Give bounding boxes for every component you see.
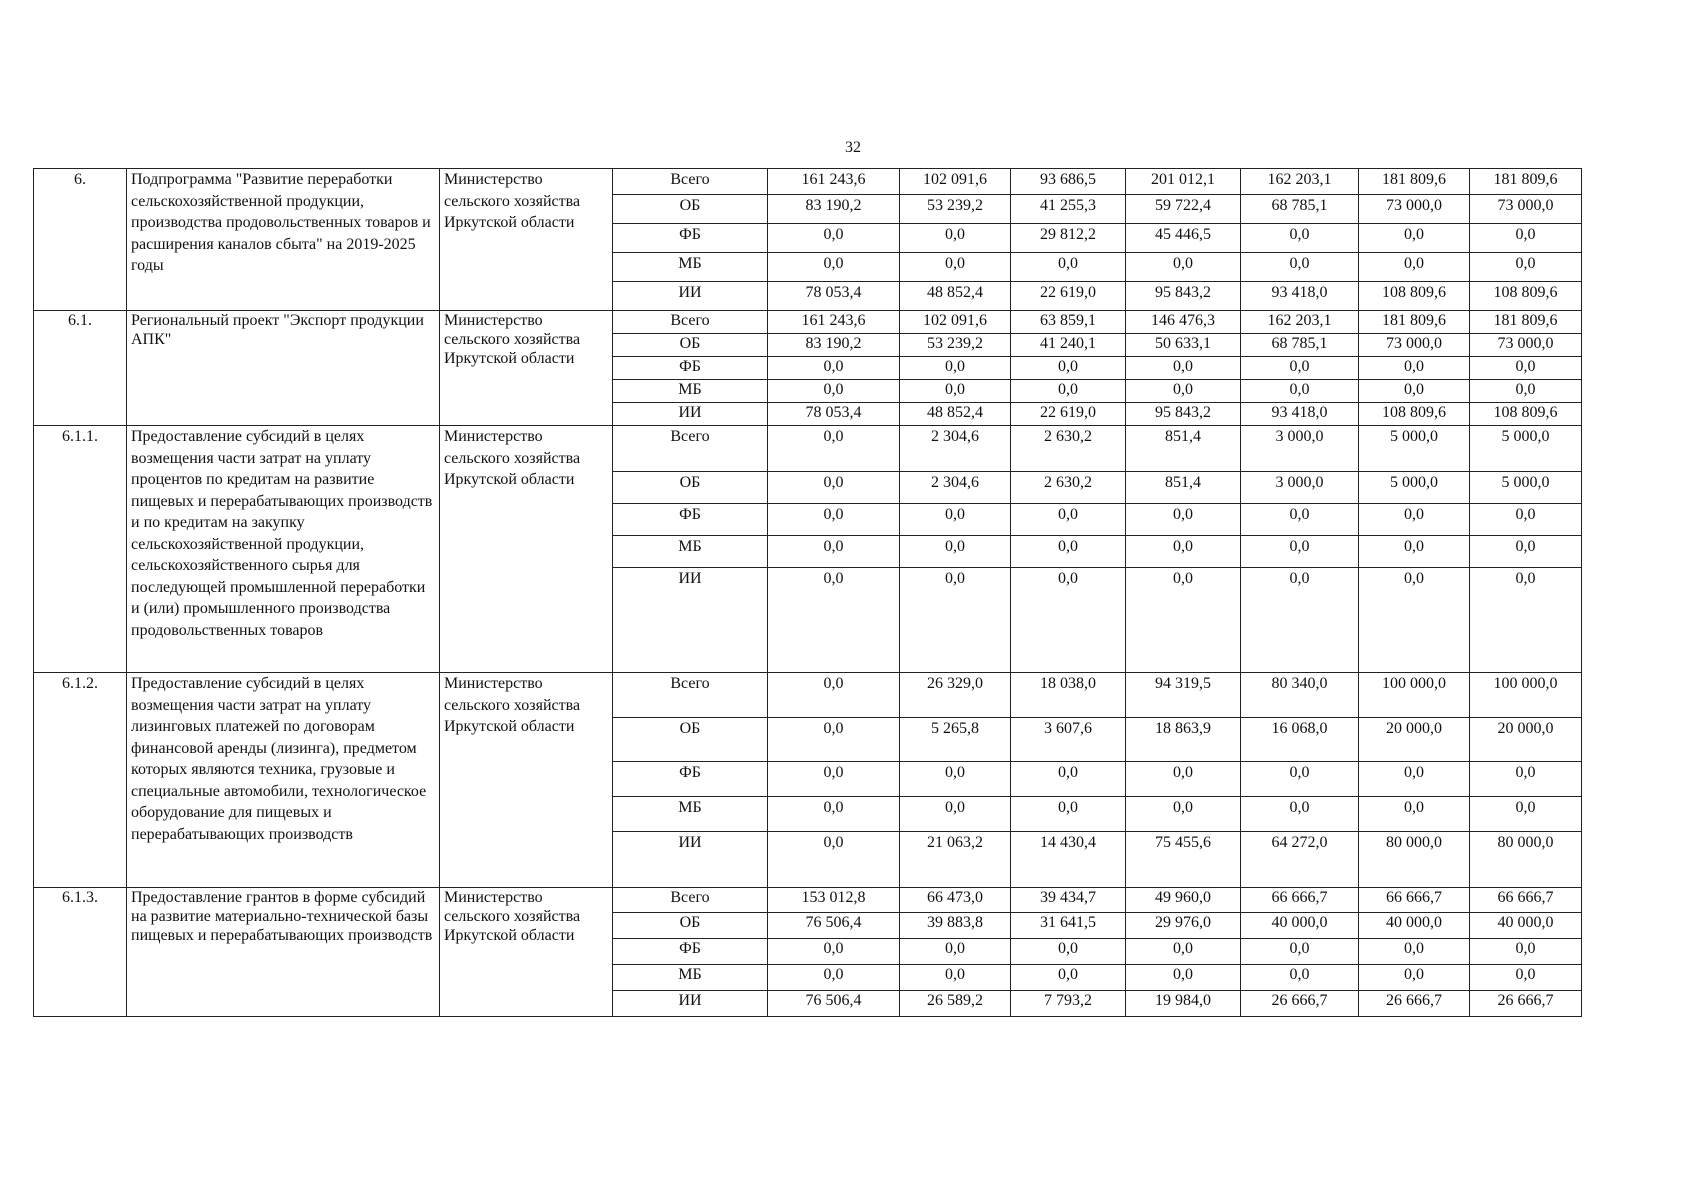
amount-cell: 0,0 <box>768 762 900 797</box>
funding-source: ФБ <box>613 504 768 536</box>
funding-source: ОБ <box>613 334 768 357</box>
amount-cell: 0,0 <box>900 536 1011 568</box>
amount-cell: 45 446,5 <box>1126 224 1241 253</box>
amount-cell: 80 000,0 <box>1359 832 1470 888</box>
amount-cell: 100 000,0 <box>1359 673 1470 718</box>
item-number: 6.1.3. <box>34 888 127 1017</box>
amount-cell: 181 809,6 <box>1470 311 1582 334</box>
amount-cell: 26 666,7 <box>1241 991 1359 1017</box>
amount-cell: 0,0 <box>1470 939 1582 965</box>
funding-source: ОБ <box>613 718 768 762</box>
item-number: 6.1.2. <box>34 673 127 888</box>
amount-cell: 5 000,0 <box>1470 472 1582 504</box>
amount-cell: 20 000,0 <box>1359 718 1470 762</box>
amount-cell: 0,0 <box>1011 939 1126 965</box>
amount-cell: 0,0 <box>1011 380 1126 403</box>
amount-cell: 0,0 <box>1241 253 1359 282</box>
amount-cell: 50 633,1 <box>1126 334 1241 357</box>
amount-cell: 48 852,4 <box>900 403 1011 426</box>
amount-cell: 0,0 <box>1359 357 1470 380</box>
amount-cell: 0,0 <box>1241 568 1359 673</box>
amount-cell: 0,0 <box>1359 797 1470 832</box>
amount-cell: 40 000,0 <box>1470 913 1582 939</box>
responsible-executor: Министерство сельского хозяйства Иркутской области <box>440 888 613 1017</box>
amount-cell: 93 418,0 <box>1241 282 1359 311</box>
amount-cell: 0,0 <box>768 797 900 832</box>
amount-cell: 0,0 <box>1470 797 1582 832</box>
amount-cell: 100 000,0 <box>1470 673 1582 718</box>
amount-cell: 83 190,2 <box>768 195 900 224</box>
amount-cell: 78 053,4 <box>768 403 900 426</box>
amount-cell: 0,0 <box>768 357 900 380</box>
amount-cell: 26 666,7 <box>1359 991 1470 1017</box>
amount-cell: 75 455,6 <box>1126 832 1241 888</box>
amount-cell: 0,0 <box>1470 380 1582 403</box>
amount-cell: 0,0 <box>768 504 900 536</box>
amount-cell: 2 304,6 <box>900 426 1011 472</box>
amount-cell: 5 000,0 <box>1470 426 1582 472</box>
amount-cell: 0,0 <box>1359 504 1470 536</box>
amount-cell: 0,0 <box>1011 762 1126 797</box>
page-number: 32 <box>845 139 861 156</box>
amount-cell: 20 000,0 <box>1470 718 1582 762</box>
amount-cell: 0,0 <box>768 426 900 472</box>
amount-cell: 0,0 <box>768 832 900 888</box>
table-row <box>34 169 1582 195</box>
table-row <box>34 426 1582 472</box>
amount-cell: 73 000,0 <box>1359 195 1470 224</box>
amount-cell: 5 000,0 <box>1359 426 1470 472</box>
amount-cell: 93 418,0 <box>1241 403 1359 426</box>
amount-cell: 0,0 <box>1011 568 1126 673</box>
funding-source: ФБ <box>613 939 768 965</box>
amount-cell: 0,0 <box>768 568 900 673</box>
amount-cell: 0,0 <box>1126 797 1241 832</box>
amount-cell: 5 265,8 <box>900 718 1011 762</box>
amount-cell: 66 666,7 <box>1359 888 1470 913</box>
amount-cell: 0,0 <box>900 797 1011 832</box>
amount-cell: 0,0 <box>1359 224 1470 253</box>
amount-cell: 0,0 <box>1241 939 1359 965</box>
amount-cell: 66 666,7 <box>1241 888 1359 913</box>
amount-cell: 0,0 <box>900 965 1011 991</box>
amount-cell: 2 630,2 <box>1011 472 1126 504</box>
item-name: Предоставление субсидий в целях возмещения части затрат на уплату процентов по кредитам на развитие пищевых и перерабатывающих производств и по кредитам на закупку сельскохозяйственной продукции, сельскохозяйственного сырья для последующей промышленной переработки и (или) промышленного производства продовольственных товаров <box>127 426 440 673</box>
amount-cell: 53 239,2 <box>900 195 1011 224</box>
amount-cell: 0,0 <box>1359 253 1470 282</box>
amount-cell: 0,0 <box>900 568 1011 673</box>
amount-cell: 18 038,0 <box>1011 673 1126 718</box>
funding-source: ИИ <box>613 568 768 673</box>
amount-cell: 18 863,9 <box>1126 718 1241 762</box>
amount-cell: 39 434,7 <box>1011 888 1126 913</box>
amount-cell: 0,0 <box>1011 797 1126 832</box>
amount-cell: 39 883,8 <box>900 913 1011 939</box>
amount-cell: 66 473,0 <box>900 888 1011 913</box>
responsible-executor: Министерство сельского хозяйства Иркутской области <box>440 311 613 426</box>
amount-cell: 0,0 <box>1126 568 1241 673</box>
amount-cell: 21 063,2 <box>900 832 1011 888</box>
amount-cell: 2 630,2 <box>1011 426 1126 472</box>
amount-cell: 0,0 <box>1241 965 1359 991</box>
amount-cell: 0,0 <box>768 380 900 403</box>
funding-source: ИИ <box>613 403 768 426</box>
funding-table <box>33 168 1582 1017</box>
amount-cell: 108 809,6 <box>1359 282 1470 311</box>
amount-cell: 22 619,0 <box>1011 282 1126 311</box>
amount-cell: 95 843,2 <box>1126 403 1241 426</box>
amount-cell: 14 430,4 <box>1011 832 1126 888</box>
amount-cell: 0,0 <box>1359 762 1470 797</box>
amount-cell: 7 793,2 <box>1011 991 1126 1017</box>
funding-source: ФБ <box>613 762 768 797</box>
funding-source: ФБ <box>613 224 768 253</box>
amount-cell: 53 239,2 <box>900 334 1011 357</box>
amount-cell: 162 203,1 <box>1241 169 1359 195</box>
amount-cell: 153 012,8 <box>768 888 900 913</box>
amount-cell: 0,0 <box>900 380 1011 403</box>
table-row <box>34 673 1582 718</box>
amount-cell: 0,0 <box>768 939 900 965</box>
amount-cell: 0,0 <box>1011 253 1126 282</box>
amount-cell: 80 000,0 <box>1470 832 1582 888</box>
amount-cell: 80 340,0 <box>1241 673 1359 718</box>
responsible-executor: Министерство сельского хозяйства Иркутской области <box>440 169 613 311</box>
item-number: 6. <box>34 169 127 311</box>
amount-cell: 0,0 <box>1126 380 1241 403</box>
amount-cell: 162 203,1 <box>1241 311 1359 334</box>
amount-cell: 40 000,0 <box>1359 913 1470 939</box>
funding-source: Всего <box>613 888 768 913</box>
funding-source: МБ <box>613 965 768 991</box>
amount-cell: 0,0 <box>768 673 900 718</box>
amount-cell: 0,0 <box>1359 939 1470 965</box>
amount-cell: 31 641,5 <box>1011 913 1126 939</box>
amount-cell: 49 960,0 <box>1126 888 1241 913</box>
amount-cell: 161 243,6 <box>768 169 900 195</box>
amount-cell: 63 859,1 <box>1011 311 1126 334</box>
amount-cell: 181 809,6 <box>1359 311 1470 334</box>
funding-source: МБ <box>613 536 768 568</box>
amount-cell: 851,4 <box>1126 426 1241 472</box>
amount-cell: 73 000,0 <box>1359 334 1470 357</box>
amount-cell: 0,0 <box>900 939 1011 965</box>
amount-cell: 3 607,6 <box>1011 718 1126 762</box>
amount-cell: 29 812,2 <box>1011 224 1126 253</box>
amount-cell: 0,0 <box>768 224 900 253</box>
table-row <box>34 311 1582 334</box>
amount-cell: 0,0 <box>1470 762 1582 797</box>
amount-cell: 0,0 <box>1011 965 1126 991</box>
amount-cell: 78 053,4 <box>768 282 900 311</box>
amount-cell: 73 000,0 <box>1470 334 1582 357</box>
amount-cell: 181 809,6 <box>1359 169 1470 195</box>
amount-cell: 26 589,2 <box>900 991 1011 1017</box>
funding-source: ИИ <box>613 282 768 311</box>
amount-cell: 181 809,6 <box>1470 169 1582 195</box>
funding-source: Всего <box>613 426 768 472</box>
funding-source: МБ <box>613 253 768 282</box>
amount-cell: 0,0 <box>1470 568 1582 673</box>
amount-cell: 0,0 <box>768 718 900 762</box>
responsible-executor: Министерство сельского хозяйства Иркутской области <box>440 426 613 673</box>
funding-source: ОБ <box>613 472 768 504</box>
item-name: Подпрограмма "Развитие переработки сельскохозяйственной продукции, производства продовольственных товаров и расширения каналов сбыта" на 2019-2025 годы <box>127 169 440 311</box>
funding-source: ОБ <box>613 913 768 939</box>
table-row <box>34 888 1582 913</box>
amount-cell: 0,0 <box>1011 357 1126 380</box>
amount-cell: 851,4 <box>1126 472 1241 504</box>
amount-cell: 0,0 <box>1359 568 1470 673</box>
amount-cell: 0,0 <box>1011 536 1126 568</box>
amount-cell: 59 722,4 <box>1126 195 1241 224</box>
amount-cell: 0,0 <box>768 472 900 504</box>
amount-cell: 0,0 <box>1470 965 1582 991</box>
amount-cell: 19 984,0 <box>1126 991 1241 1017</box>
item-number: 6.1. <box>34 311 127 426</box>
item-name: Предоставление грантов в форме субсидий на развитие материально-технической базы пищевых и перерабатывающих производств <box>127 888 440 1017</box>
amount-cell: 0,0 <box>1126 965 1241 991</box>
amount-cell: 0,0 <box>1011 504 1126 536</box>
amount-cell: 0,0 <box>1126 253 1241 282</box>
amount-cell: 0,0 <box>1126 939 1241 965</box>
amount-cell: 102 091,6 <box>900 169 1011 195</box>
amount-cell: 5 000,0 <box>1359 472 1470 504</box>
amount-cell: 3 000,0 <box>1241 472 1359 504</box>
funding-source: МБ <box>613 797 768 832</box>
funding-source: Всего <box>613 673 768 718</box>
responsible-executor: Министерство сельского хозяйства Иркутской области <box>440 673 613 888</box>
amount-cell: 29 976,0 <box>1126 913 1241 939</box>
amount-cell: 64 272,0 <box>1241 832 1359 888</box>
amount-cell: 108 809,6 <box>1359 403 1470 426</box>
amount-cell: 22 619,0 <box>1011 403 1126 426</box>
amount-cell: 0,0 <box>1126 504 1241 536</box>
amount-cell: 0,0 <box>900 253 1011 282</box>
amount-cell: 108 809,6 <box>1470 282 1582 311</box>
amount-cell: 0,0 <box>1470 536 1582 568</box>
amount-cell: 0,0 <box>1359 536 1470 568</box>
amount-cell: 41 240,1 <box>1011 334 1126 357</box>
amount-cell: 146 476,3 <box>1126 311 1241 334</box>
item-name: Региональный проект "Экспорт продукции АПК" <box>127 311 440 426</box>
amount-cell: 0,0 <box>768 253 900 282</box>
amount-cell: 26 329,0 <box>900 673 1011 718</box>
amount-cell: 83 190,2 <box>768 334 900 357</box>
item-name: Предоставление субсидий в целях возмещения части затрат на уплату лизинговых платежей по договорам финансовой аренды (лизинга), предметом которых являются техника, грузовые и специальные автомобили, технологическое оборудование для пищевых и перерабатывающих производств <box>127 673 440 888</box>
amount-cell: 2 304,6 <box>900 472 1011 504</box>
amount-cell: 0,0 <box>1241 380 1359 403</box>
amount-cell: 76 506,4 <box>768 991 900 1017</box>
amount-cell: 161 243,6 <box>768 311 900 334</box>
amount-cell: 0,0 <box>1126 536 1241 568</box>
amount-cell: 76 506,4 <box>768 913 900 939</box>
amount-cell: 201 012,1 <box>1126 169 1241 195</box>
table-body <box>34 169 1582 1017</box>
amount-cell: 0,0 <box>1241 224 1359 253</box>
amount-cell: 0,0 <box>1241 797 1359 832</box>
amount-cell: 73 000,0 <box>1470 195 1582 224</box>
amount-cell: 0,0 <box>1359 965 1470 991</box>
amount-cell: 0,0 <box>900 357 1011 380</box>
amount-cell: 68 785,1 <box>1241 195 1359 224</box>
funding-source: ОБ <box>613 195 768 224</box>
amount-cell: 0,0 <box>1241 762 1359 797</box>
funding-source: Всего <box>613 311 768 334</box>
amount-cell: 95 843,2 <box>1126 282 1241 311</box>
amount-cell: 40 000,0 <box>1241 913 1359 939</box>
amount-cell: 0,0 <box>1470 224 1582 253</box>
amount-cell: 94 319,5 <box>1126 673 1241 718</box>
amount-cell: 0,0 <box>1241 357 1359 380</box>
funding-source: ИИ <box>613 832 768 888</box>
funding-source: Всего <box>613 169 768 195</box>
amount-cell: 0,0 <box>768 965 900 991</box>
amount-cell: 3 000,0 <box>1241 426 1359 472</box>
amount-cell: 16 068,0 <box>1241 718 1359 762</box>
amount-cell: 48 852,4 <box>900 282 1011 311</box>
amount-cell: 0,0 <box>1126 762 1241 797</box>
amount-cell: 0,0 <box>900 224 1011 253</box>
amount-cell: 66 666,7 <box>1470 888 1582 913</box>
amount-cell: 93 686,5 <box>1011 169 1126 195</box>
amount-cell: 68 785,1 <box>1241 334 1359 357</box>
amount-cell: 108 809,6 <box>1470 403 1582 426</box>
item-number: 6.1.1. <box>34 426 127 673</box>
amount-cell: 0,0 <box>1359 380 1470 403</box>
amount-cell: 0,0 <box>1470 504 1582 536</box>
amount-cell: 0,0 <box>1126 357 1241 380</box>
amount-cell: 102 091,6 <box>900 311 1011 334</box>
amount-cell: 0,0 <box>1470 253 1582 282</box>
funding-source: ИИ <box>613 991 768 1017</box>
amount-cell: 0,0 <box>768 536 900 568</box>
amount-cell: 41 255,3 <box>1011 195 1126 224</box>
amount-cell: 0,0 <box>900 762 1011 797</box>
amount-cell: 0,0 <box>900 504 1011 536</box>
funding-source: МБ <box>613 380 768 403</box>
funding-source: ФБ <box>613 357 768 380</box>
amount-cell: 0,0 <box>1241 536 1359 568</box>
amount-cell: 0,0 <box>1470 357 1582 380</box>
amount-cell: 26 666,7 <box>1470 991 1582 1017</box>
amount-cell: 0,0 <box>1241 504 1359 536</box>
